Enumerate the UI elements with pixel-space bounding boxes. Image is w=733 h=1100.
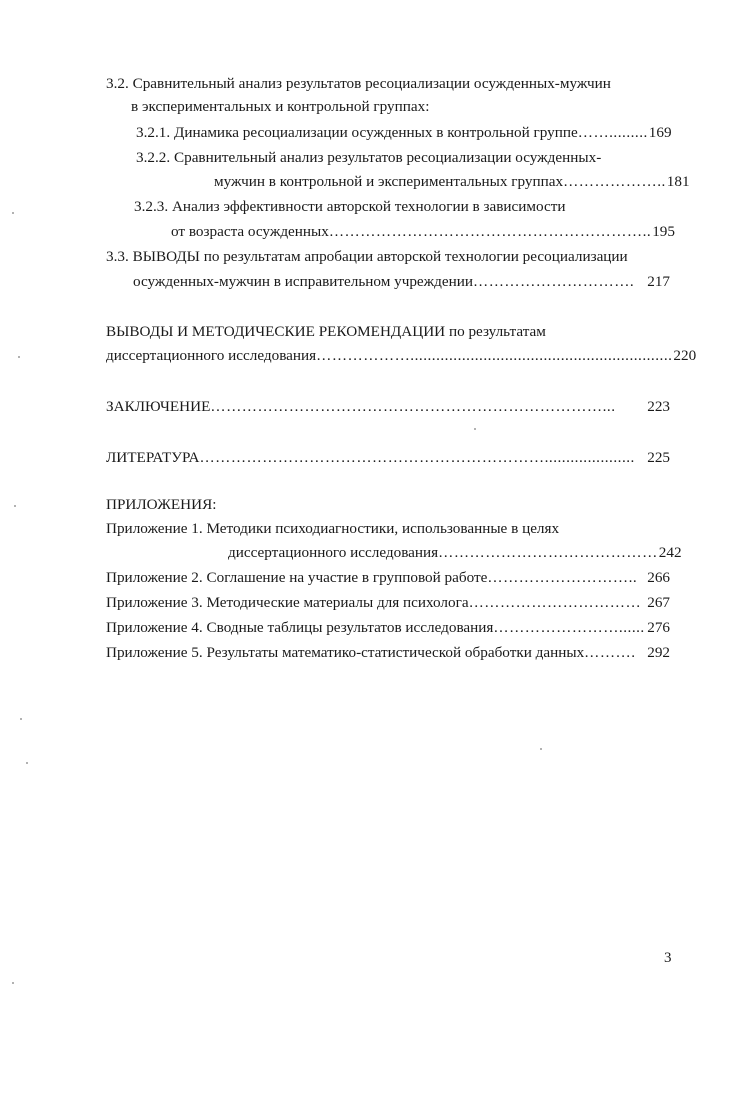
toc-page-number: 292: [647, 644, 670, 661]
scan-speck: [540, 748, 542, 750]
toc-page-number: 242: [658, 544, 682, 561]
toc-leader-dots: ……………………......: [493, 619, 645, 636]
toc-appendix-3[interactable]: [106, 593, 670, 613]
scan-speck: [14, 505, 16, 507]
toc-entry-text: диссертационного исследования: [106, 347, 317, 364]
scan-speck: [12, 212, 14, 214]
toc-appendix-1-line1: Приложение 1. Методики психодиагностики, использованные в целях: [106, 520, 560, 537]
toc-appendix-4[interactable]: [106, 618, 670, 638]
toc-entry-3-3-line1: 3.3. ВЫВОДЫ по результатам апробации авторской технологии ресоциализации: [106, 248, 628, 265]
toc-entry-literatura[interactable]: [106, 448, 670, 468]
toc-leader-dots: ……………………………: [468, 594, 642, 611]
toc-entry-3-3[interactable]: [133, 272, 670, 292]
toc-entry-3-2-title-line2: в экспериментальных и контрольной группах:: [131, 98, 430, 115]
toc-entry-text: Приложение 3. Методические материалы для психолога: [106, 594, 469, 611]
toc-leader-dots: …….........: [577, 124, 648, 141]
toc-entry-text: ЗАКЛЮЧЕНИЕ: [106, 398, 211, 415]
toc-entry-3-2-1[interactable]: [136, 123, 670, 143]
toc-entry-conclusions[interactable]: [106, 346, 697, 366]
toc-page-number: 267: [647, 594, 670, 611]
toc-page-number: 195: [652, 223, 675, 240]
toc-entry-text: диссертационного исследования: [228, 544, 439, 561]
scan-speck: [12, 982, 14, 984]
toc-leader-dots: …………………………………………………………………...: [210, 398, 616, 415]
toc-entry-text: ЛИТЕРАТУРА: [106, 449, 200, 466]
toc-leader-dots: ……….: [584, 644, 636, 661]
toc-leader-dots: ………………..: [563, 173, 666, 190]
toc-leader-dots: ………………………….: [473, 273, 635, 290]
toc-page-number: 276: [647, 619, 670, 636]
toc-leader-dots: ………………………………………………………….....................: [199, 449, 635, 466]
toc-leader-dots: ……………………………………………………..: [328, 223, 652, 240]
toc-entry-3-2-3-line1: 3.2.3. Анализ эффективности авторской технологии в зависимости: [134, 198, 566, 215]
toc-entry-3-2-title-line1: 3.2. Сравнительный анализ результатов ресоциализации осужденных-мужчин: [106, 75, 611, 92]
toc-entry-text: Приложение 5. Результаты математико-статистической обработки данных: [106, 644, 585, 661]
appendices-heading: ПРИЛОЖЕНИЯ:: [106, 496, 217, 513]
toc-entry-conclusions-line1: ВЫВОДЫ И МЕТОДИЧЕСКИЕ РЕКОМЕНДАЦИИ по результатам: [106, 323, 546, 340]
toc-page-number: 225: [647, 449, 670, 466]
toc-entry-text: мужчин в контрольной и экспериментальных группах: [214, 173, 564, 190]
scan-speck: [26, 762, 28, 764]
scan-speck: [18, 356, 20, 358]
toc-page-number: 266: [647, 569, 670, 586]
toc-leader-dots: ……………………………………: [438, 544, 658, 561]
toc-page-number: 169: [648, 124, 672, 141]
toc-entry-text: от возраста осужденных: [171, 223, 329, 240]
toc-entry-3-2-2-line1: 3.2.2. Сравнительный анализ результатов ресоциализации осужденных-: [136, 149, 602, 166]
toc-page-number: 217: [647, 273, 670, 290]
toc-leader-dots: ……………….............................................................: [316, 347, 673, 364]
toc-leader-dots: ………………………..: [487, 569, 638, 586]
page-number: 3: [664, 950, 672, 966]
toc-entry-text: Приложение 2. Соглашение на участие в групповой работе: [106, 569, 488, 586]
toc-appendix-2[interactable]: [106, 568, 670, 588]
toc-page-number: 223: [647, 398, 670, 415]
toc-entry-3-2-3[interactable]: [171, 222, 675, 242]
toc-entry-zaklyuchenie[interactable]: [106, 397, 670, 417]
toc-page-number: 181: [666, 173, 690, 190]
toc-entry-text: 3.2.1. Динамика ресоциализации осужденных в контрольной группе: [136, 124, 578, 141]
toc-appendix-1[interactable]: [228, 543, 682, 563]
scan-speck: [20, 718, 22, 720]
toc-entry-text: Приложение 4. Сводные таблицы результатов исследования: [106, 619, 494, 636]
scan-speck: [474, 428, 476, 430]
toc-page-number: 220: [673, 347, 697, 364]
toc-entry-3-2-2[interactable]: [214, 172, 690, 192]
toc-entry-text: осужденных-мужчин в исправительном учреждении: [133, 273, 474, 290]
toc-appendix-5[interactable]: [106, 643, 670, 663]
